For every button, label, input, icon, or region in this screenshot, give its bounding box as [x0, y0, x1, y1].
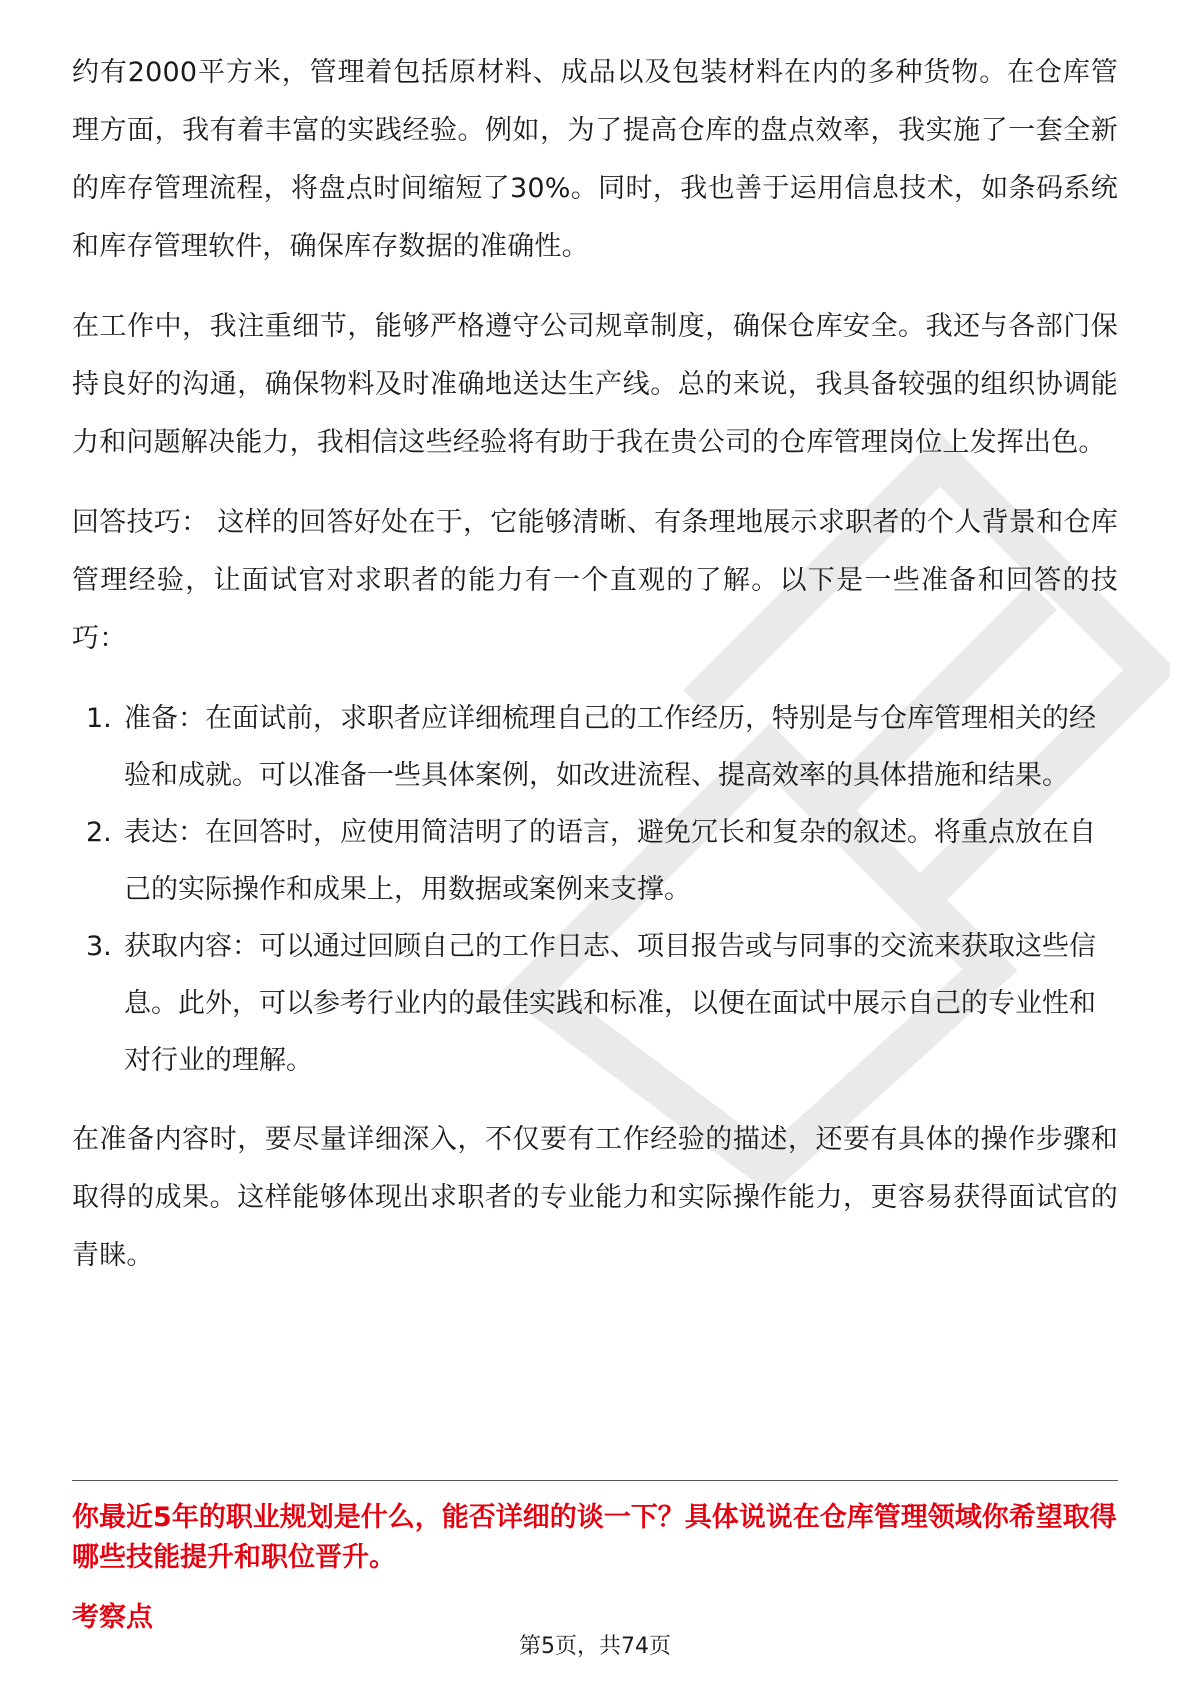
main-content: [72, 44, 1118, 1307]
list-number: 3.: [86, 931, 112, 962]
list-text: 表达：在回答时，应使用简洁明了的语言，避免冗长和复杂的叙述。将重点放在自己的实际操作和成果上，用数据或案例来支撑。: [124, 817, 1096, 905]
section-divider: [72, 1480, 1118, 1481]
list-text: 准备：在面试前，求职者应详细梳理自己的工作经历，特别是与仓库管理相关的经验和成就。可以准备一些具体案例，如改进流程、提高效率的具体措施和结果。: [124, 703, 1096, 791]
list-text: 获取内容：可以通过回顾自己的工作日志、项目报告或与同事的交流来获取这些信息。此外，可以参考行业内的最佳实践和标准，以便在面试中展示自己的专业性和对行业的理解。: [124, 931, 1096, 1076]
list-number: 1.: [86, 703, 112, 734]
list-item: [72, 690, 1118, 804]
section-label: 考察点: [72, 1602, 153, 1633]
page-footer: 第5页，共74页: [519, 1634, 671, 1659]
list-item: [72, 804, 1118, 918]
tips-list: [72, 690, 1118, 1089]
interview-question: 你最近5年的职业规划是什么，能否详细的谈一下？具体说说在仓库管理领域你希望取得哪些技能提升和职位晋升。: [72, 1502, 1117, 1573]
paragraph-work-attitude: 在工作中，我注重细节，能够严格遵守公司规章制度，确保仓库安全。我还与各部门保持良好的沟通，确保物料及时准确地送达生产线。总的来说，我具备较强的组织协调能力和问题解决能力，我相信这些经验将有助于我在贵公司的仓库管理岗位上发挥出色。: [72, 311, 1118, 458]
list-item: [72, 918, 1118, 1089]
paragraph-closing: 在准备内容时，要尽量详细深入，不仅要有工作经验的描述，还要有具体的操作步骤和取得的成果。这样能够体现出求职者的专业能力和实际操作能力，更容易获得面试官的青睐。: [72, 1124, 1118, 1271]
paragraph-experience: 约有2000平方米，管理着包括原材料、成品以及包装材料在内的多种货物。在仓库管理方面，我有着丰富的实践经验。例如，为了提高仓库的盘点效率，我实施了一套全新的库存管理流程，将盘点时间缩短了30%。同时，我也善于运用信息技术，如条码系统和库存管理软件，确保库存数据的准确性。: [72, 57, 1118, 262]
paragraph-answer-tips: 回答技巧： 这样的回答好处在于，它能够清晰、有条理地展示求职者的个人背景和仓库管理经验，让面试官对求职者的能力有一个直观的了解。以下是一些准备和回答的技巧：: [72, 507, 1118, 654]
list-number: 2.: [86, 817, 112, 848]
